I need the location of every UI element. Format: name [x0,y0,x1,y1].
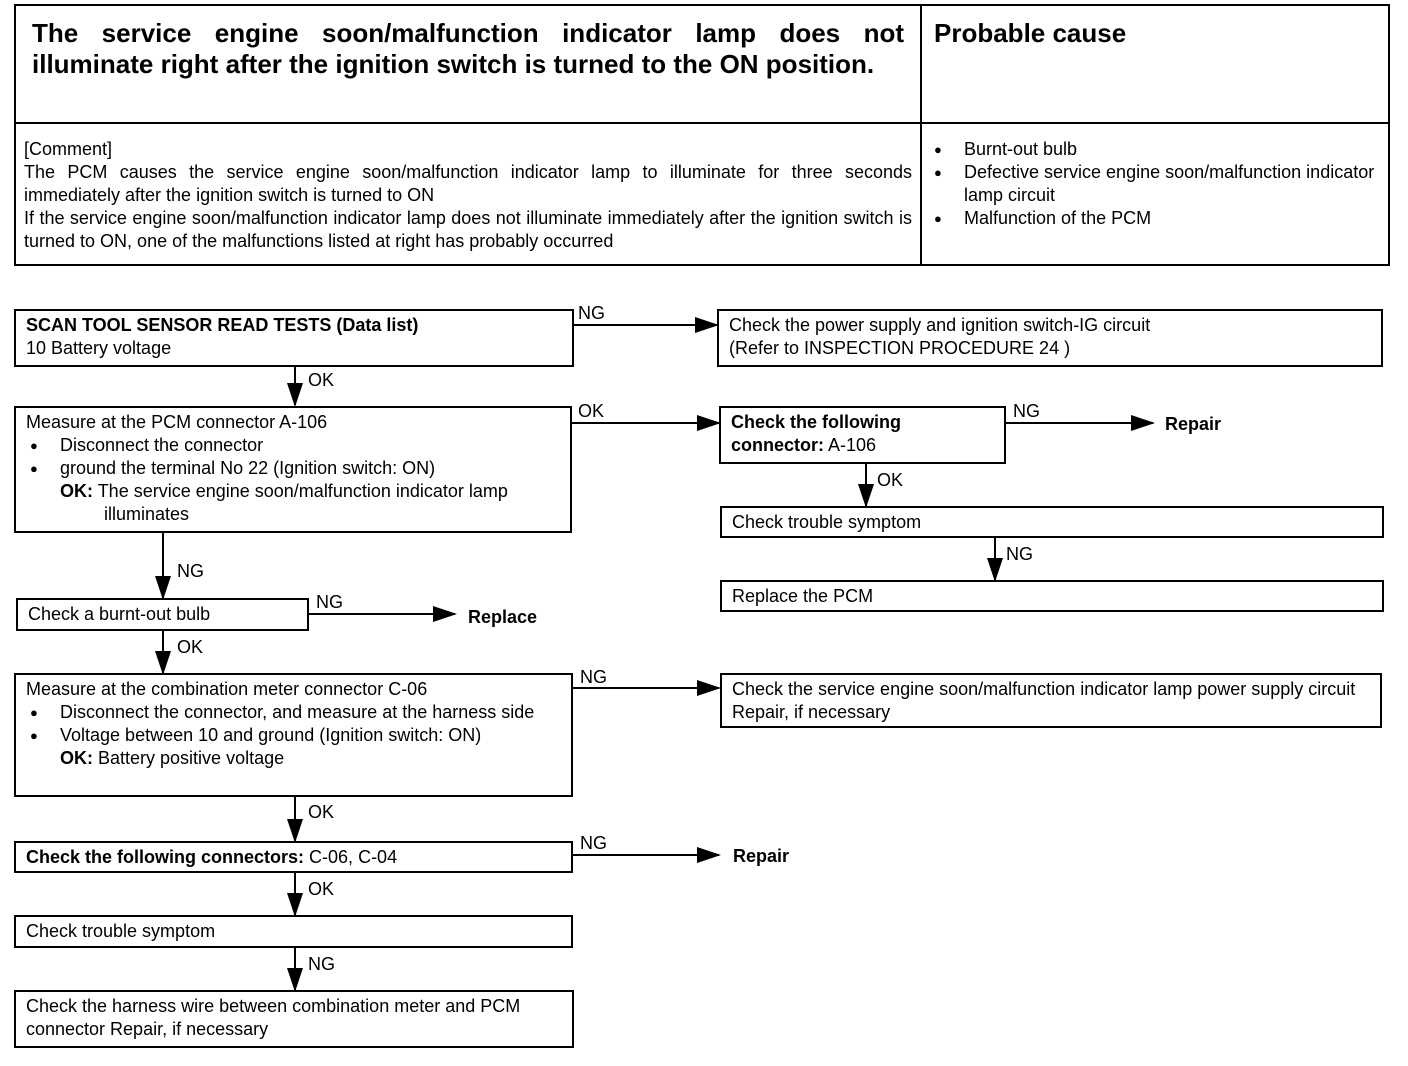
ng-label: NG [1013,401,1040,421]
ok-criteria-text: Battery positive voltage [98,748,285,768]
ok-label: OK [177,637,204,657]
combo-measure-title: Measure at the combination meter connector C-06 [26,679,428,699]
ng-label: NG [177,561,204,581]
lamp-power-supply-box [720,673,1382,728]
ok-criteria-label: OK: [60,748,93,768]
comment-label: [Comment] [24,139,113,159]
ng-label: NG [578,303,605,323]
replace-pcm-text: Replace the PCM [732,586,874,606]
ok-criteria-text: The service engine soon/malfunction indicator lamp illuminates [97,481,508,524]
pcm-measure-box [14,406,572,533]
comment-text-2: If the service engine soon/malfunction indicator lamp does not illuminate immediately after the ignition switch is turned to ON, one of the malfunctions listed at right has probably occurred [24,208,912,251]
power-supply-box [717,309,1383,367]
ok-label: OK [308,802,335,822]
burnt-bulb-box [16,598,309,631]
power-supply-line2: (Refer to INSPECTION PROCEDURE 24 ) [729,338,1071,358]
harness-wire-text: Check the harness wire between combination meter and PCM connector Repair, if necessary [26,996,521,1039]
pcm-measure-bullet: ● Disconnect the connector [26,434,560,457]
check-connectors-label: Check the following connectors: [26,847,305,867]
combo-measure-ok [60,747,561,770]
result-repair: Repair [733,846,790,866]
cause-item: ● Malfunction of the PCM [930,207,1380,230]
ng-label: NG [308,954,335,974]
ng-label: NG [1006,544,1033,564]
burnt-bulb-text: Check a burnt-out bulb [28,604,211,624]
scan-tool-line: 10 Battery voltage [26,338,172,358]
ok-label: OK [308,879,335,899]
comment-text-1: The PCM causes the service engine soon/malfunction indicator lamp to illuminate for three seconds immediately after the ignition switch is turned to ON [24,162,912,205]
trouble-symptom-box [720,506,1384,538]
harness-wire-box [14,990,574,1048]
pcm-measure-bullet: ● ground the terminal No 22 (Ignition switch: ON) [26,457,560,480]
trouble-symptom-text: Check trouble symptom [26,921,216,941]
pcm-measure-title: Measure at the PCM connector A-106 [26,412,328,432]
connector-ids: C-06, C-04 [309,847,398,867]
cause-item: ● Defective service engine soon/malfunction indicator lamp circuit [930,161,1380,207]
ok-label: OK [308,370,335,390]
probable-cause-title: Probable cause [934,18,1127,48]
trouble-symptom-box-2 [14,915,573,948]
ng-label: NG [316,592,343,612]
check-connectors-box [14,841,573,873]
cause-item: ● Burnt-out bulb [930,138,1380,161]
combo-measure-bullet: ● Disconnect the connector, and measure at the harness side [26,701,561,724]
ok-label: OK [877,470,904,490]
page-title: The service engine soon/malfunction indicator lamp does not illuminate right after the ignition switch is turned to the ON position. [32,18,904,79]
combo-measure-bullet: ● Voltage between 10 and ground (Ignition switch: ON) [26,724,561,747]
check-connector-label: Check the following connector: [731,412,902,455]
ng-label: NG [580,833,607,853]
check-connector-a106-box [719,406,1006,464]
ng-label: NG [580,667,607,687]
ok-criteria-label: OK: [60,481,93,501]
result-repair: Repair [1165,414,1222,434]
lamp-power-supply-text: Check the service engine soon/malfunction indicator lamp power supply circuit Repair, if necessary [732,679,1356,722]
combination-meter-box [14,673,573,797]
ok-label: OK [578,401,605,421]
result-replace: Replace [468,607,538,627]
power-supply-line1: Check the power supply and ignition switch-IG circuit [729,315,1151,335]
pcm-measure-ok [60,480,560,526]
trouble-symptom-text: Check trouble symptom [732,512,922,532]
scan-tool-title: SCAN TOOL SENSOR READ TESTS (Data list) [26,315,419,335]
replace-pcm-box [720,580,1384,612]
connector-id: A-106 [828,435,877,455]
scan-tool-test-box [14,309,574,367]
